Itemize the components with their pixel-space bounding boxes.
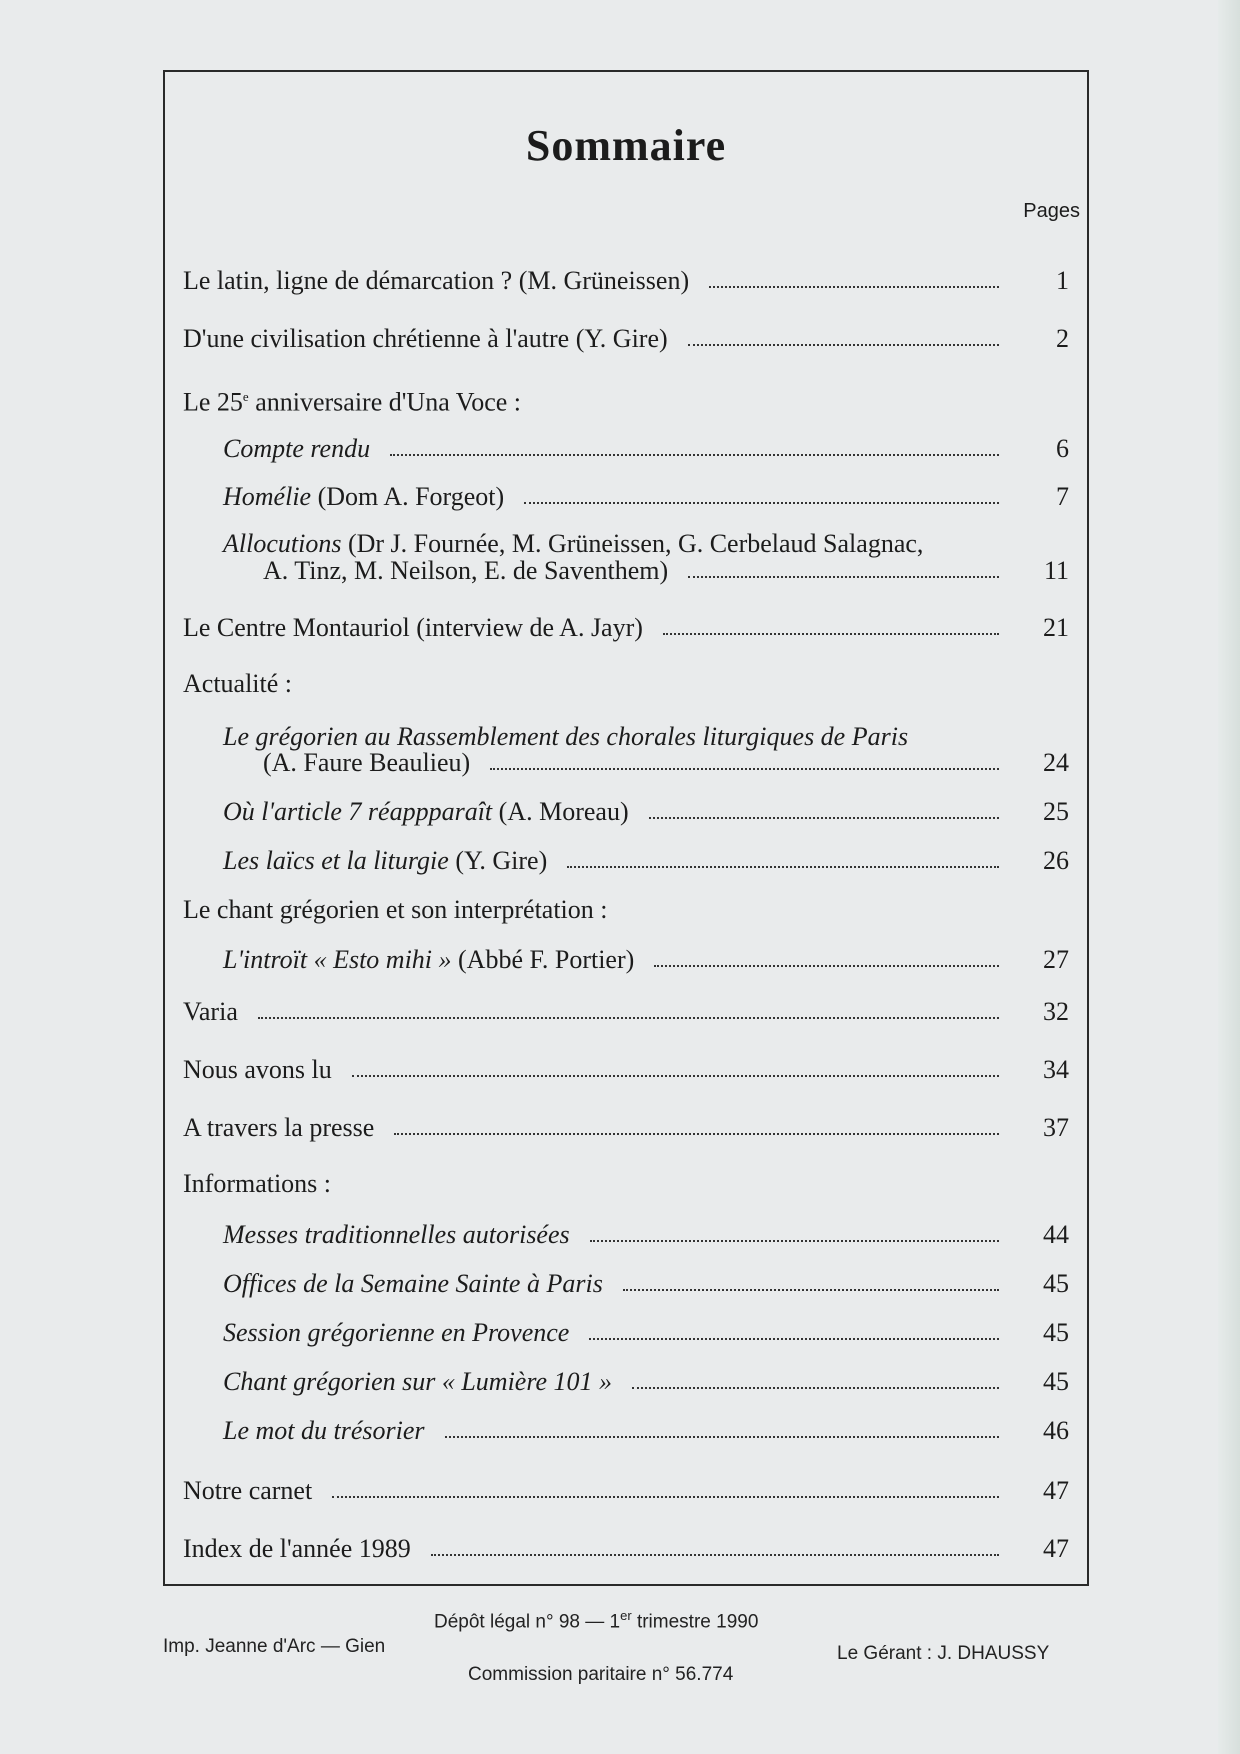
printer-credit: Imp. Jeanne d'Arc — Gien	[163, 1636, 386, 1657]
toc-entry	[183, 266, 1069, 296]
entry-title: Index de l'année 1989	[183, 1534, 411, 1563]
toc-subentry	[223, 1318, 1069, 1348]
manager-credit: Le Gérant : J. DHAUSSY	[837, 1643, 1050, 1664]
entry-title: Informations :	[183, 1169, 332, 1198]
toc-subentry	[263, 556, 1069, 586]
entry-page: 21	[1043, 613, 1069, 642]
toc-entry	[183, 613, 1069, 643]
toc-entry	[183, 324, 1069, 354]
toc-subentry	[223, 945, 1069, 975]
entry-title: Compte rendu	[223, 434, 371, 463]
entry-page: 27	[1043, 945, 1069, 974]
dot-leader	[632, 1386, 999, 1389]
dot-leader	[688, 343, 999, 346]
toc-entry	[183, 1476, 1069, 1506]
dot-leader	[394, 1132, 999, 1135]
dot-leader	[649, 816, 999, 819]
entry-title: Varia	[183, 997, 238, 1026]
entry-title: Homélie (Dom A. Forgeot)	[223, 482, 505, 511]
entry-page: 47	[1043, 1476, 1069, 1505]
contents-frame	[163, 70, 1089, 1586]
entry-page: 37	[1043, 1113, 1069, 1142]
entry-title: Actualité :	[183, 669, 293, 698]
table-of-contents	[165, 72, 1087, 1584]
entry-page: 7	[1056, 482, 1069, 511]
dot-leader	[567, 865, 999, 868]
toc-subentry	[223, 1367, 1069, 1397]
toc-subentry-first-line: Allocutions (Dr J. Fournée, M. Grüneissen, G. Cerbelaud Salagnac,	[223, 529, 924, 558]
dot-leader	[524, 501, 999, 504]
toc-entry	[183, 1055, 1069, 1085]
entry-title: A. Tinz, M. Neilson, E. de Saventhem)	[263, 556, 669, 585]
entry-title: (A. Faure Beaulieu)	[263, 748, 471, 777]
toc-subentry	[263, 748, 1069, 778]
dot-leader	[332, 1495, 999, 1498]
toc-entry	[183, 1113, 1069, 1143]
toc-entry	[183, 997, 1069, 1027]
entry-title: Le Centre Montauriol (interview de A. Jayr)	[183, 613, 643, 642]
entry-title: A travers la presse	[183, 1113, 375, 1142]
toc-section-heading	[183, 1169, 1069, 1199]
entry-page: 2	[1056, 324, 1069, 353]
page-title: Sommaire	[525, 121, 727, 170]
dot-leader	[589, 1337, 999, 1340]
dot-leader	[445, 1435, 1000, 1438]
entry-page: 45	[1043, 1269, 1069, 1298]
legal-deposit: Dépôt légal n° 98 — 1er trimestre 1990	[434, 1608, 759, 1633]
toc-subentry	[223, 1220, 1069, 1250]
dot-leader	[352, 1074, 999, 1077]
toc-subentry	[223, 797, 1069, 827]
dot-leader	[688, 575, 999, 578]
entry-page: 1	[1056, 266, 1069, 295]
entry-title: D'une civilisation chrétienne à l'autre (Y. Gire)	[183, 324, 668, 353]
toc-subentry	[223, 846, 1069, 876]
entry-page: 25	[1043, 797, 1069, 826]
toc-entry	[183, 1534, 1069, 1564]
entry-title: Où l'article 7 réappparaît (A. Moreau)	[223, 797, 629, 826]
entry-page: 44	[1043, 1220, 1069, 1249]
toc-subentry	[223, 434, 1069, 464]
dot-leader	[623, 1288, 999, 1291]
entry-title: Session grégorienne en Provence	[223, 1318, 570, 1347]
entry-page: 6	[1056, 434, 1069, 463]
entry-title: Notre carnet	[183, 1476, 313, 1505]
entry-title: Nous avons lu	[183, 1055, 332, 1084]
entry-page: 11	[1043, 556, 1069, 585]
entry-page: 45	[1043, 1318, 1069, 1347]
entry-page: 26	[1043, 846, 1069, 875]
entry-title: Le chant grégorien et son interprétation :	[183, 895, 608, 924]
dot-leader	[390, 453, 999, 456]
dot-leader	[654, 964, 999, 967]
dot-leader	[709, 285, 999, 288]
toc-subentry	[223, 1269, 1069, 1299]
dot-leader	[431, 1553, 999, 1556]
entry-title: Messes traditionnelles autorisées	[223, 1220, 570, 1249]
entry-title: Le 25e anniversaire d'Una Voce :	[183, 387, 522, 417]
entry-page: 34	[1043, 1055, 1069, 1084]
commission-number: Commission paritaire n° 56.774	[468, 1664, 734, 1685]
toc-subentry	[223, 1416, 1069, 1446]
toc-subentry-first-line: Le grégorien au Rassemblement des chorales liturgiques de Paris	[223, 722, 909, 751]
dot-leader	[490, 767, 999, 770]
entry-page: 24	[1043, 748, 1069, 777]
entry-title: Chant grégorien sur « Lumière 101 »	[223, 1367, 613, 1396]
toc-section-heading	[183, 669, 1069, 699]
entry-page: 45	[1043, 1367, 1069, 1396]
entry-title: Offices de la Semaine Sainte à Paris	[223, 1269, 603, 1298]
dot-leader	[663, 632, 999, 635]
toc-section-heading	[183, 895, 1069, 925]
entry-page: 32	[1043, 997, 1069, 1026]
entry-title: Le latin, ligne de démarcation ? (M. Grüneissen)	[183, 266, 690, 295]
entry-page: 47	[1043, 1534, 1069, 1563]
dot-leader	[258, 1016, 999, 1019]
entry-page: 46	[1043, 1416, 1069, 1445]
toc-subentry	[223, 482, 1069, 512]
entry-title: L'introït « Esto mihi » (Abbé F. Portier)	[223, 945, 635, 974]
entry-title: Les laïcs et la liturgie (Y. Gire)	[223, 846, 548, 875]
entry-title: Le mot du trésorier	[223, 1416, 425, 1445]
dot-leader	[590, 1239, 999, 1242]
pages-column-header: Pages	[1023, 200, 1080, 222]
page-edge	[1218, 0, 1240, 1754]
toc-section-heading	[183, 382, 1069, 418]
